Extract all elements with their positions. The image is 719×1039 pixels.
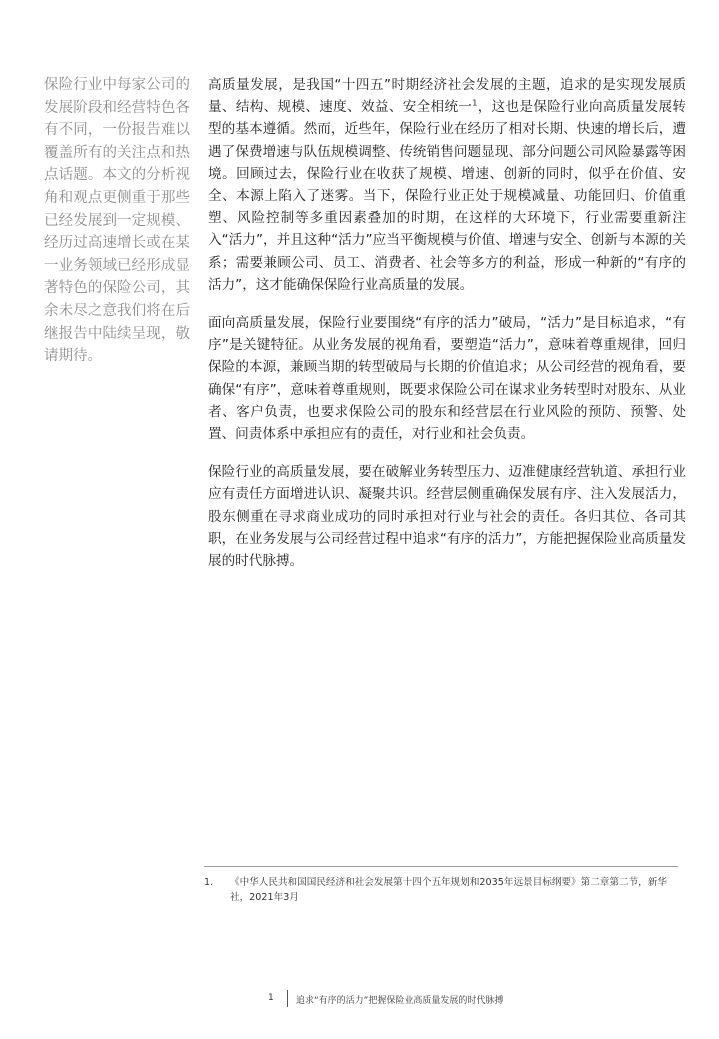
footer-title: 追求“有序的活力”把握保险业高质量发展的时代脉搏 bbox=[296, 996, 504, 1006]
sidebar-intro bbox=[44, 74, 190, 368]
footnote-text: 《中华人民共和国国民经济和社会发展第十四个五年规划和2035年远景目标纲要》第二章第二节，新华社，2021年3月 bbox=[230, 877, 667, 903]
footer-divider bbox=[287, 990, 288, 1007]
paragraph-1-lead: 高质量发展，是我国“十四五”时期经济社会发展的主题，追求的是实现发展质量、结构、规模、速度、效益、安全相统一 bbox=[208, 77, 686, 116]
sidebar-note: 保险行业中每家公司的发展阶段和经营特色各有不同，一份报告难以覆盖所有的关注点和热点话题。本文的分析视角和观点更侧重于那些已经发展到一定规模、经历过高速增长或在某一业务领域已经形成显著特色的保险公司，其余未尽之意我们将在后继报告中陆续呈现，敬请期待。 bbox=[44, 77, 190, 365]
paragraph-2: 面向高质量发展，保险行业要围绕“有序的活力”破局，“活力”是目标追求，“有序”是关键特征。从业务发展的视角看，要塑造“活力”，意味着尊重规律，回归保险的本源，兼顾当期的转型破局与长期的价值追求；从公司经营的视角看，要确保“有序”，意味着尊重规则，既要求保险公司在谋求业务转型时对股东、从业者、客户负责，也要求保险公司的股东和经营层在行业风险的预防、预警、处置、问责体系中承担应有的责任，对行业和社会负责。 bbox=[208, 315, 686, 443]
paragraph-3: 保险行业的高质量发展，要在破解业务转型压力、迈准健康经营轨道、承担行业应有责任方面增进认识、凝聚共识。经营层侧重确保发展有序、注入发展活力，股东侧重在寻求商业成功的同时承担对行业与社会的责任。各归其位、各司其职，在业务发展与公司经营过程中追求“有序的活力”，方能把握保险业高质量发展的时代脉搏。 bbox=[208, 464, 686, 570]
page-number: 1 bbox=[268, 993, 274, 1003]
footnote-ref[interactable]: 1 bbox=[472, 98, 478, 108]
footnote-divider bbox=[204, 866, 678, 867]
paragraph-1-rest: ，这也是保险行业向高质量发展转型的基本遵循。然而，近些年，保险行业在经历了相对长期、快速的增长后，遭遇了保费增速与队伍规模调整、传统销售问题显现、部分问题公司风险暴露等困境。回顾过去，保险行业在收获了规模、增速、创新的同时，似乎在价值、安全、本源上陷入了迷雾。当下，保险行业正处于规模减量、功能回归、价值重塑、风险控制等多重因素叠加的时期，在这样的大环境下，行业需要重新注入“活力”，并且这种“活力”应当平衡规模与价值、增速与安全、创新与本源的关系；需要兼顾公司、员工、消费者、社会等多方的利益，形成一种新的“有序的活力”，这才能确保保险行业高质量的发展。 bbox=[208, 99, 687, 293]
page-footer bbox=[0, 990, 719, 1010]
paragraph-1 bbox=[208, 74, 686, 296]
footnote bbox=[204, 876, 680, 905]
footnote-number: 1. bbox=[204, 877, 214, 888]
main-content bbox=[208, 74, 686, 588]
